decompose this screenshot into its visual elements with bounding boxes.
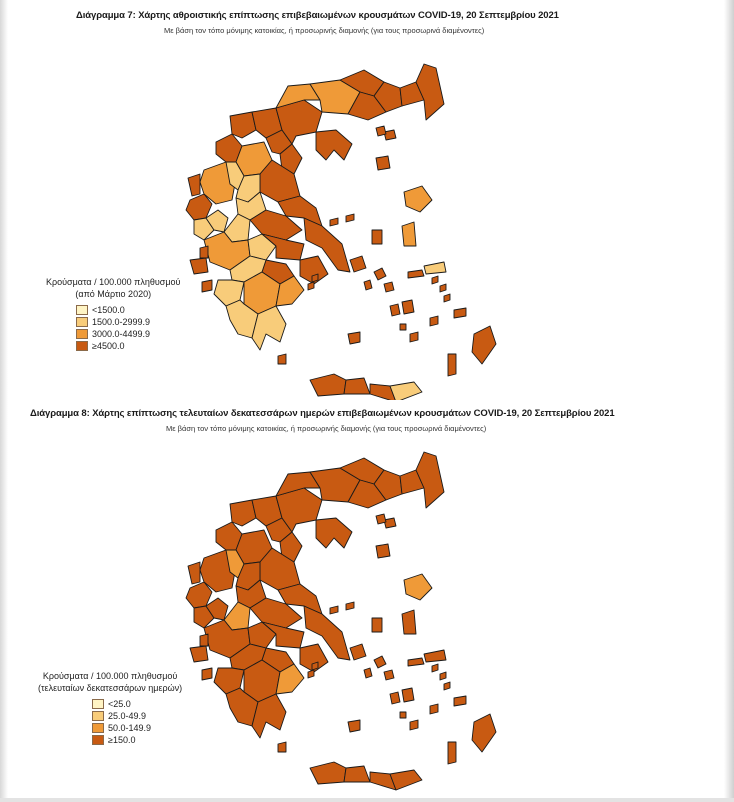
region-cyclades-mykonos [384, 670, 394, 680]
diagram-8-legend-title: Κρούσματα / 100.000 πληθυσμού [42, 671, 178, 681]
region-cyclades-andros [350, 256, 366, 272]
region-zakynthos [202, 668, 212, 680]
region-kerkyra [188, 562, 200, 584]
region-zakynthos [202, 280, 212, 292]
diagram-8-panel [0, 400, 734, 800]
region-crete-lasithi [390, 382, 422, 400]
region-astypalaia [430, 316, 438, 326]
region-samos [424, 650, 446, 662]
region-crete-rethymno [344, 378, 370, 394]
diagram-7-legend-item [76, 304, 180, 316]
region-sporades-alonissos [346, 602, 354, 610]
region-patmos [432, 664, 438, 672]
region-skyros [372, 618, 382, 632]
region-cyclades-syros [364, 668, 372, 678]
region-chios [402, 222, 416, 246]
region-cyclades-ios [400, 324, 406, 330]
region-cyclades-tinos [374, 656, 386, 668]
region-crete-rethymno [344, 766, 370, 782]
region-kalymnos [444, 294, 450, 302]
region-crete-chania [310, 374, 346, 396]
region-kefalonia [190, 646, 208, 662]
region-evros [416, 452, 444, 508]
legend-swatch [92, 699, 104, 709]
region-astypalaia [430, 704, 438, 714]
legend-label: ≥150.0 [108, 735, 136, 745]
region-thasos [376, 126, 386, 136]
region-lefkada [200, 634, 208, 646]
legend-label: ≥4500.0 [92, 341, 125, 351]
diagram-8-subtitle: Με βάση τον τόπο μόνιμης κατοικίας, ή προσωρινής διαμονής (για τους προσωρινά διαμένοντες) [166, 424, 487, 433]
region-crete-lasithi [390, 770, 422, 790]
legend-label: <1500.0 [92, 305, 125, 315]
region-chios [402, 610, 416, 634]
region-sporades-skiathos [330, 606, 338, 614]
region-rhodes [472, 714, 496, 752]
legend-label: 3000.0-4499.9 [92, 329, 151, 339]
region-ikaria [408, 658, 424, 666]
region-cyclades-mykonos [384, 282, 394, 292]
region-chalkidiki [316, 518, 352, 548]
region-cyclades-naxos [402, 300, 414, 314]
region-lefkada [200, 246, 208, 258]
region-cyclades-ios [400, 712, 406, 718]
legend-swatch [76, 341, 88, 351]
region-florina [230, 112, 256, 138]
legend-label: 50.0-149.9 [108, 723, 152, 733]
region-cyclades-paros [390, 692, 400, 704]
diagram-7-title: Διάγραμμα 7: Χάρτης αθροιστικής επίπτωσης επιβεβαιωμένων κρουσμάτων COVID-19, 20 Σεπτεμβρίου 2021 [76, 10, 559, 21]
diagram-8-legend-item [92, 698, 182, 710]
region-patmos [432, 276, 438, 284]
region-sporades-skiathos [330, 218, 338, 226]
region-cyclades-syros [364, 280, 372, 290]
diagram-7-legend-item [76, 340, 180, 352]
diagram-7-legend [46, 276, 180, 352]
region-kos [454, 696, 466, 706]
diagram-7-panel [0, 0, 734, 400]
region-cyclades-santorini [410, 332, 418, 342]
region-cyclades-milos [348, 720, 360, 732]
region-kalymnos [444, 682, 450, 690]
region-aegina [308, 282, 314, 290]
legend-swatch [76, 317, 88, 327]
region-cyclades-santorini [410, 720, 418, 730]
region-cyclades-paros [390, 304, 400, 316]
region-kythira [278, 354, 286, 364]
legend-swatch [76, 305, 88, 315]
legend-swatch [92, 711, 104, 721]
legend-label: <25.0 [108, 699, 131, 709]
region-skyros [372, 230, 382, 244]
region-cyclades-tinos [374, 268, 386, 280]
diagram-8-legend [38, 670, 182, 746]
region-kerkyra [188, 174, 200, 196]
diagram-8-legend-item [92, 734, 182, 746]
diagram-8-title: Διάγραμμα 8: Χάρτης επίπτωσης τελευταίων δεκατεσσάρων ημερών επιβεβαιωμένων κρουσμάτων COVID-19, 20 Σεπτεμβρίου 2021 [30, 408, 615, 419]
region-lesvos [404, 186, 432, 212]
region-kythira [278, 742, 286, 752]
region-crete-chania [310, 762, 346, 784]
region-kos [454, 308, 466, 318]
region-aegina [308, 670, 314, 678]
region-lesvos [404, 574, 432, 600]
region-cyclades-andros [350, 644, 366, 660]
region-cyclades-milos [348, 332, 360, 344]
region-ikaria [408, 270, 424, 278]
region-limnos [376, 544, 390, 558]
region-florina [230, 500, 256, 526]
legend-label: 25.0-49.9 [108, 711, 147, 721]
region-evros [416, 64, 444, 120]
region-rhodes [472, 326, 496, 364]
legend-label: 1500.0-2999.9 [92, 317, 151, 327]
legend-swatch [92, 735, 104, 745]
diagram-7-subtitle: Με βάση τον τόπο μόνιμης κατοικίας, ή προσωρινής διαμονής (για τους προσωρινά διαμένοντες) [164, 26, 485, 35]
region-kefalonia [190, 258, 208, 274]
diagram-8-legend-item [92, 722, 182, 734]
region-sporades-alonissos [346, 214, 354, 222]
region-leros [440, 284, 446, 292]
legend-swatch [76, 329, 88, 339]
diagram-7-legend-item [76, 328, 180, 340]
region-chalkidiki [316, 130, 352, 160]
region-samos [424, 262, 446, 274]
region-karpathos [448, 742, 456, 764]
diagram-8-legend-subtitle: (τελευταίων δεκατεσσάρων ημερών) [38, 683, 183, 693]
region-thasos [376, 514, 386, 524]
region-leros [440, 672, 446, 680]
region-cyclades-naxos [402, 688, 414, 702]
diagram-7-legend-item [76, 316, 180, 328]
diagram-7-legend-subtitle: (από Μάρτιο 2020) [75, 289, 152, 299]
legend-swatch [92, 723, 104, 733]
diagram-7-legend-title: Κρούσματα / 100.000 πληθυσμού [46, 277, 181, 287]
diagram-8-legend-item [92, 710, 182, 722]
region-limnos [376, 156, 390, 170]
region-karpathos [448, 354, 456, 376]
